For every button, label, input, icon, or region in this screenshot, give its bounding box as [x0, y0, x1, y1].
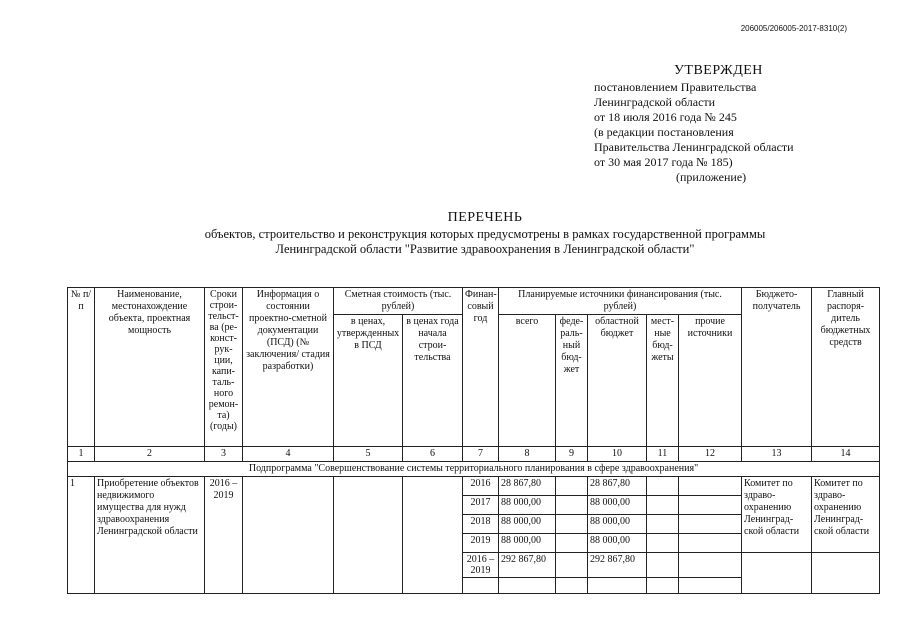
row-year: 2016 — [463, 477, 499, 496]
column-number: 10 — [588, 447, 647, 462]
header-row — [68, 288, 880, 315]
row-other — [679, 534, 742, 553]
column-number: 9 — [556, 447, 588, 462]
row-federal — [556, 477, 588, 496]
document-id: 206005/206005-2017-8310(2) — [740, 24, 847, 33]
table-row — [68, 477, 880, 496]
row-total: 88 000,00 — [499, 534, 556, 553]
item-recipient-empty — [742, 553, 812, 594]
row-regional-empty — [588, 578, 647, 594]
header-terms: Сроки строи-тельст-ва (ре-конст-рук-ции, капи-таль-ного ремон-та) (годы) — [205, 288, 243, 447]
approval-line: Ленинградской области — [594, 95, 716, 109]
header-name: Наименование, местонахождение объекта, проектная мощность — [95, 288, 205, 447]
item-psd — [243, 477, 334, 594]
approval-note: (приложение) — [676, 170, 747, 184]
heading-title: ПЕРЕЧЕНЬ — [447, 210, 523, 225]
column-number: 4 — [243, 447, 334, 462]
row-regional: 28 867,80 — [588, 477, 647, 496]
row-regional: 88 000,00 — [588, 534, 647, 553]
header-recipient: Бюджето-получатель — [742, 288, 812, 447]
header-federal: феде-раль-ный бюд-жет — [556, 315, 588, 447]
item-terms: 2016 – 2019 — [205, 477, 243, 594]
item-estimate-psd — [334, 477, 403, 594]
row-federal — [556, 515, 588, 534]
subprogram-title: Подпрограмма "Совершенствование системы территориального планирования в сфере здравоохранения" — [68, 462, 880, 477]
row-federal — [556, 553, 588, 578]
item-num: 1 — [68, 477, 95, 594]
row-local — [647, 515, 679, 534]
header-estimate-start: в ценах года начала строи-тельства — [403, 315, 463, 447]
column-number: 3 — [205, 447, 243, 462]
row-total: 292 867,80 — [499, 553, 556, 578]
objects-table — [67, 287, 880, 594]
column-number: 11 — [647, 447, 679, 462]
header-num: № п/п — [68, 288, 95, 447]
row-local — [647, 496, 679, 515]
column-number: 1 — [68, 447, 95, 462]
heading-line: объектов, строительство и реконструкция которых предусмотрены в рамках государственной программы — [204, 227, 766, 241]
row-year: 2019 — [463, 534, 499, 553]
row-year: 2018 — [463, 515, 499, 534]
column-number: 8 — [499, 447, 556, 462]
row-regional: 88 000,00 — [588, 515, 647, 534]
heading-line: Ленинградской области "Развитие здравоохранения в Ленинградской области" — [275, 242, 695, 256]
row-local — [647, 477, 679, 496]
column-number: 12 — [679, 447, 742, 462]
column-number: 13 — [742, 447, 812, 462]
column-number: 6 — [403, 447, 463, 462]
item-manager: Комитет по здраво-охранению Ленинград-ской области — [812, 477, 880, 553]
header-sources: Планируемые источники финансирования (тыс. рублей) — [499, 288, 742, 315]
column-number-row — [68, 447, 880, 462]
item-estimate-start — [403, 477, 463, 594]
header-fin-year: Финан-совый год — [463, 288, 499, 447]
row-year: 2016 – 2019 — [463, 553, 499, 578]
header-estimate-psd: в ценах, утвержденных в ПСД — [334, 315, 403, 447]
header-regional: областной бюджет — [588, 315, 647, 447]
row-year-empty — [463, 578, 499, 594]
header-psd: Информация о состоянии проектно-сметной документации (ПСД) (№ заключения/ стадия разработки) — [243, 288, 334, 447]
header-other: прочие источники — [679, 315, 742, 447]
header-estimate: Сметная стоимость (тыс. рублей) — [334, 288, 463, 315]
document-heading — [120, 210, 850, 257]
approval-block — [594, 63, 854, 185]
header-local: мест-ные бюд-жеты — [647, 315, 679, 447]
row-other — [679, 477, 742, 496]
item-name: Приобретение объектов недвижимого имущества для нужд здравоохранения Ленинградской области — [95, 477, 205, 594]
row-total: 88 000,00 — [499, 515, 556, 534]
column-number: 7 — [463, 447, 499, 462]
approval-line: постановлением Правительства — [594, 80, 757, 94]
row-local — [647, 553, 679, 578]
row-other — [679, 496, 742, 515]
row-year: 2017 — [463, 496, 499, 515]
header-total: всего — [499, 315, 556, 447]
row-regional: 292 867,80 — [588, 553, 647, 578]
row-other — [679, 515, 742, 534]
approval-line: (в редакции постановления — [594, 125, 734, 139]
row-federal-empty — [556, 578, 588, 594]
column-number: 5 — [334, 447, 403, 462]
approval-title: УТВЕРЖДЕН — [674, 63, 763, 78]
row-total: 88 000,00 — [499, 496, 556, 515]
row-local — [647, 534, 679, 553]
item-recipient: Комитет по здраво-охранению Ленинград-ской области — [742, 477, 812, 553]
row-total-empty — [499, 578, 556, 594]
item-manager-empty — [812, 553, 880, 594]
approval-line: от 18 июля 2016 года № 245 — [594, 110, 737, 124]
row-local-empty — [647, 578, 679, 594]
column-number: 14 — [812, 447, 880, 462]
subprogram-row — [68, 462, 880, 477]
approval-line: Правительства Ленинградской области — [594, 140, 794, 154]
approval-line: от 30 мая 2017 года № 185) — [594, 155, 733, 169]
row-regional: 88 000,00 — [588, 496, 647, 515]
row-federal — [556, 534, 588, 553]
column-number: 2 — [95, 447, 205, 462]
row-other — [679, 553, 742, 578]
row-federal — [556, 496, 588, 515]
row-other-empty — [679, 578, 742, 594]
row-total: 28 867,80 — [499, 477, 556, 496]
header-manager: Главный распоря-дитель бюджетных средств — [812, 288, 880, 447]
